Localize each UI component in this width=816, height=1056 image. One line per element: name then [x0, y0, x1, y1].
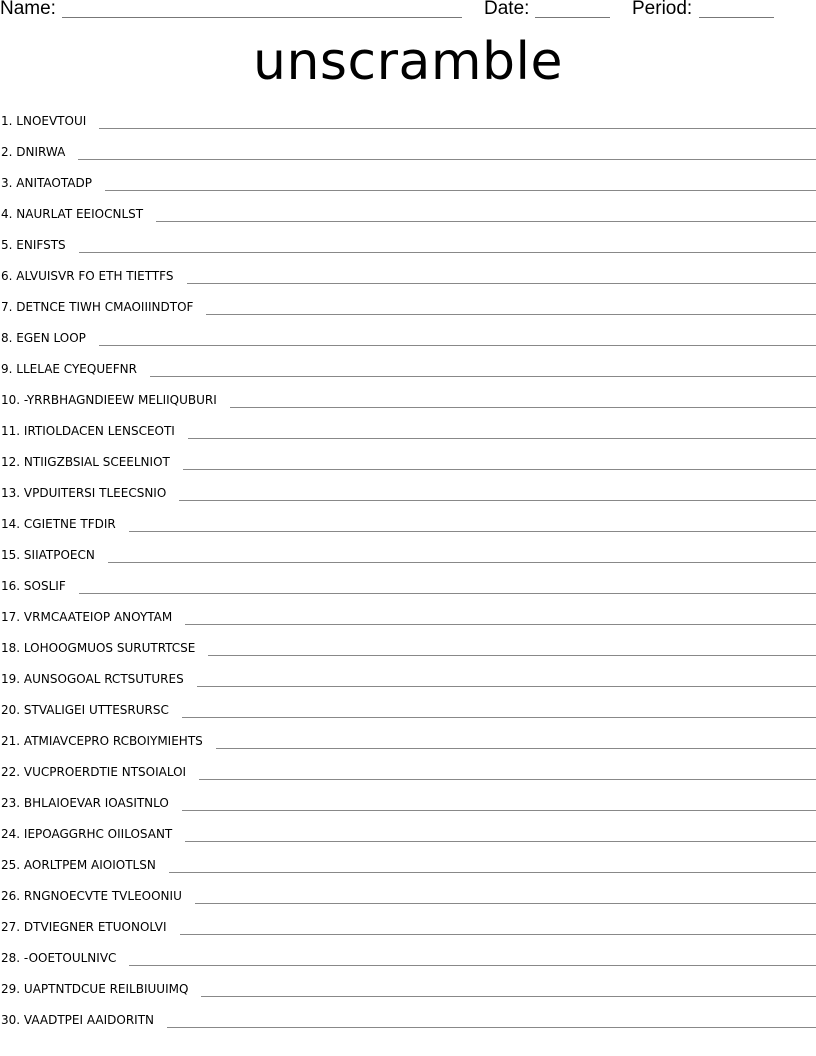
scrambled-text: ATMIAVCEPRO RCBOIYMIEHTS [23, 734, 203, 748]
item-number: 25. [1, 858, 21, 872]
list-item [0, 359, 816, 390]
scrambled-text: SOSLIF [23, 579, 66, 593]
scrambled-text: VPDUITERSI TLEECSNIO [23, 486, 167, 500]
answer-line[interactable] [180, 934, 816, 935]
scrambled-word [0, 607, 172, 627]
scrambled-text: STVALIGEI UTTESRURSC [23, 703, 169, 717]
item-number: 3. [1, 176, 13, 190]
answer-line[interactable] [230, 407, 816, 408]
item-number: 15. [1, 548, 21, 562]
list-item [0, 483, 816, 514]
answer-line[interactable] [99, 128, 816, 129]
answer-line[interactable] [129, 531, 816, 532]
answer-line[interactable] [156, 221, 816, 222]
answer-line[interactable] [201, 996, 816, 997]
answer-line[interactable] [216, 748, 816, 749]
scrambled-text: NTIIGZBSIAL SCEELNIOT [23, 455, 170, 469]
list-item [0, 266, 816, 297]
worksheet-header [0, 0, 816, 24]
scrambled-text: DNIRWA [16, 145, 66, 159]
list-item [0, 111, 816, 142]
answer-line[interactable] [208, 655, 816, 656]
scrambled-text: AUNSOGOAL RCTSUTURES [23, 672, 184, 686]
scrambled-text: BHLAIOEVAR IOASITNLO [23, 796, 169, 810]
answer-line[interactable] [169, 872, 816, 873]
answer-line[interactable] [187, 283, 816, 284]
item-number: 5. [1, 238, 13, 252]
scrambled-word [0, 204, 143, 224]
scrambled-word [0, 421, 175, 441]
scrambled-text: DTVIEGNER ETUONOLVI [23, 920, 167, 934]
scrambled-word [0, 700, 169, 720]
item-number: 7. [1, 300, 13, 314]
scrambled-word [0, 793, 169, 813]
scrambled-text: NAURLAT EEIOCNLST [16, 207, 144, 221]
answer-line[interactable] [79, 252, 816, 253]
answer-line[interactable] [167, 1027, 816, 1028]
item-number: 6. [1, 269, 13, 283]
scrambled-word [0, 917, 167, 937]
scrambled-word [0, 328, 86, 348]
scrambled-word [0, 452, 170, 472]
item-number: 11. [1, 424, 21, 438]
list-item [0, 700, 816, 731]
scrambled-text: SIIATPOECN [23, 548, 95, 562]
item-number: 12. [1, 455, 21, 469]
list-item [0, 731, 816, 762]
scrambled-word [0, 297, 193, 317]
list-item [0, 762, 816, 793]
item-number: 23. [1, 796, 21, 810]
answer-line[interactable] [179, 500, 816, 501]
answer-line[interactable] [105, 190, 816, 191]
scrambled-word [0, 638, 195, 658]
list-item [0, 576, 816, 607]
scrambled-word [0, 266, 174, 286]
item-number: 26. [1, 889, 21, 903]
list-item [0, 328, 816, 359]
item-number: 30. [1, 1013, 21, 1027]
item-number: 29. [1, 982, 21, 996]
item-number: 20. [1, 703, 21, 717]
answer-line[interactable] [79, 593, 816, 594]
item-number: 21. [1, 734, 21, 748]
answer-line[interactable] [182, 717, 816, 718]
scrambled-text: ENIFSTS [16, 238, 66, 252]
list-item [0, 390, 816, 421]
scrambled-word [0, 948, 116, 968]
answer-line[interactable] [78, 159, 816, 160]
scrambled-word [0, 390, 217, 410]
list-item [0, 979, 816, 1010]
list-item [0, 545, 816, 576]
list-item [0, 142, 816, 173]
list-item [0, 917, 816, 948]
scrambled-text: ALVUISVR FO ETH TIETTFS [16, 269, 174, 283]
scrambled-text: VAADTPEI AAIDORITN [23, 1013, 155, 1027]
scrambled-text: EGEN LOOP [16, 331, 86, 345]
answer-line[interactable] [129, 965, 816, 966]
period-field-line[interactable] [699, 17, 774, 18]
scrambled-text: RNGNOECVTE TVLEOONIU [23, 889, 182, 903]
answer-line[interactable] [183, 469, 816, 470]
item-number: 8. [1, 331, 13, 345]
scrambled-word [0, 545, 95, 565]
item-number: 24. [1, 827, 21, 841]
item-number: 13. [1, 486, 21, 500]
scrambled-text: AORLTPEM AIOIOTLSN [23, 858, 156, 872]
scrambled-text: UAPTNTDCUE REILBIUUIMQ [23, 982, 189, 996]
item-number: 16. [1, 579, 21, 593]
scrambled-word [0, 111, 86, 131]
scrambled-word [0, 1010, 154, 1030]
scrambled-text: ANITAOTADP [16, 176, 92, 190]
answer-line[interactable] [188, 438, 816, 439]
item-number: 17. [1, 610, 21, 624]
item-number: 1. [1, 114, 13, 128]
item-number: 9. [1, 362, 13, 376]
list-item [0, 669, 816, 700]
scrambled-text: LOHOOGMUOS SURUTRTCSE [23, 641, 196, 655]
list-item [0, 235, 816, 266]
list-item [0, 793, 816, 824]
date-field-line[interactable] [535, 17, 610, 18]
scrambled-word [0, 855, 156, 875]
list-item [0, 638, 816, 669]
scrambled-text: CGIETNE TFDIR [23, 517, 116, 531]
scrambled-word [0, 483, 166, 503]
list-item [0, 297, 816, 328]
scrambled-word [0, 576, 66, 596]
scrambled-word [0, 514, 116, 534]
item-number: 4. [1, 207, 13, 221]
item-number: 22. [1, 765, 21, 779]
scrambled-text: LNOEVTOUI [16, 114, 87, 128]
scrambled-word [0, 731, 203, 751]
answer-line[interactable] [195, 903, 816, 904]
scrambled-word [0, 979, 188, 999]
list-item [0, 421, 816, 452]
item-number: 14. [1, 517, 21, 531]
scrambled-word [0, 669, 184, 689]
scrambled-text: VRMCAATEIOP ANOYTAM [23, 610, 173, 624]
period-label: Period: [632, 0, 693, 19]
list-item [0, 607, 816, 638]
answer-line[interactable] [182, 810, 816, 811]
scrambled-word [0, 762, 186, 782]
answer-line[interactable] [197, 686, 816, 687]
list-item [0, 948, 816, 979]
list-item [0, 1010, 816, 1041]
scrambled-word [0, 142, 65, 162]
scrambled-word [0, 235, 66, 255]
date-label: Date: [484, 0, 530, 19]
scrambled-text: -YRRBHAGNDIEEW MELIIQUBURI [23, 393, 217, 407]
list-item [0, 886, 816, 917]
scrambled-word [0, 359, 137, 379]
scrambled-word [0, 886, 182, 906]
list-item [0, 824, 816, 855]
list-item [0, 173, 816, 204]
item-number: 27. [1, 920, 21, 934]
scrambled-text: IEPOAGGRHC OIILOSANT [23, 827, 173, 841]
answer-line[interactable] [108, 562, 816, 563]
answer-line[interactable] [206, 314, 816, 315]
scrambled-text: LLELAE CYEQUEFNR [16, 362, 137, 376]
answer-line[interactable] [185, 624, 816, 625]
list-item [0, 514, 816, 545]
scrambled-word [0, 173, 92, 193]
scrambled-text: -OOETOULNIVC [23, 951, 117, 965]
item-number: 28. [1, 951, 21, 965]
scrambled-text: VUCPROERDTIE NTSOIALOI [23, 765, 187, 779]
item-number: 10. [1, 393, 21, 407]
answer-line[interactable] [185, 841, 816, 842]
page-title: unscramble [253, 32, 563, 92]
scrambled-word [0, 824, 172, 844]
answer-line[interactable] [99, 345, 816, 346]
list-item [0, 855, 816, 886]
answer-line[interactable] [150, 376, 816, 377]
list-item [0, 452, 816, 483]
name-field-line[interactable] [62, 17, 462, 18]
name-label: Name: [0, 0, 56, 19]
scrambled-text: IRTIOLDACEN LENSCEOTI [23, 424, 175, 438]
answer-line[interactable] [199, 779, 816, 780]
word-list [0, 111, 816, 1041]
item-number: 18. [1, 641, 21, 655]
item-number: 19. [1, 672, 21, 686]
item-number: 2. [1, 145, 13, 159]
scrambled-text: DETNCE TIWH CMAOIIINDTOF [16, 300, 194, 314]
list-item [0, 204, 816, 235]
